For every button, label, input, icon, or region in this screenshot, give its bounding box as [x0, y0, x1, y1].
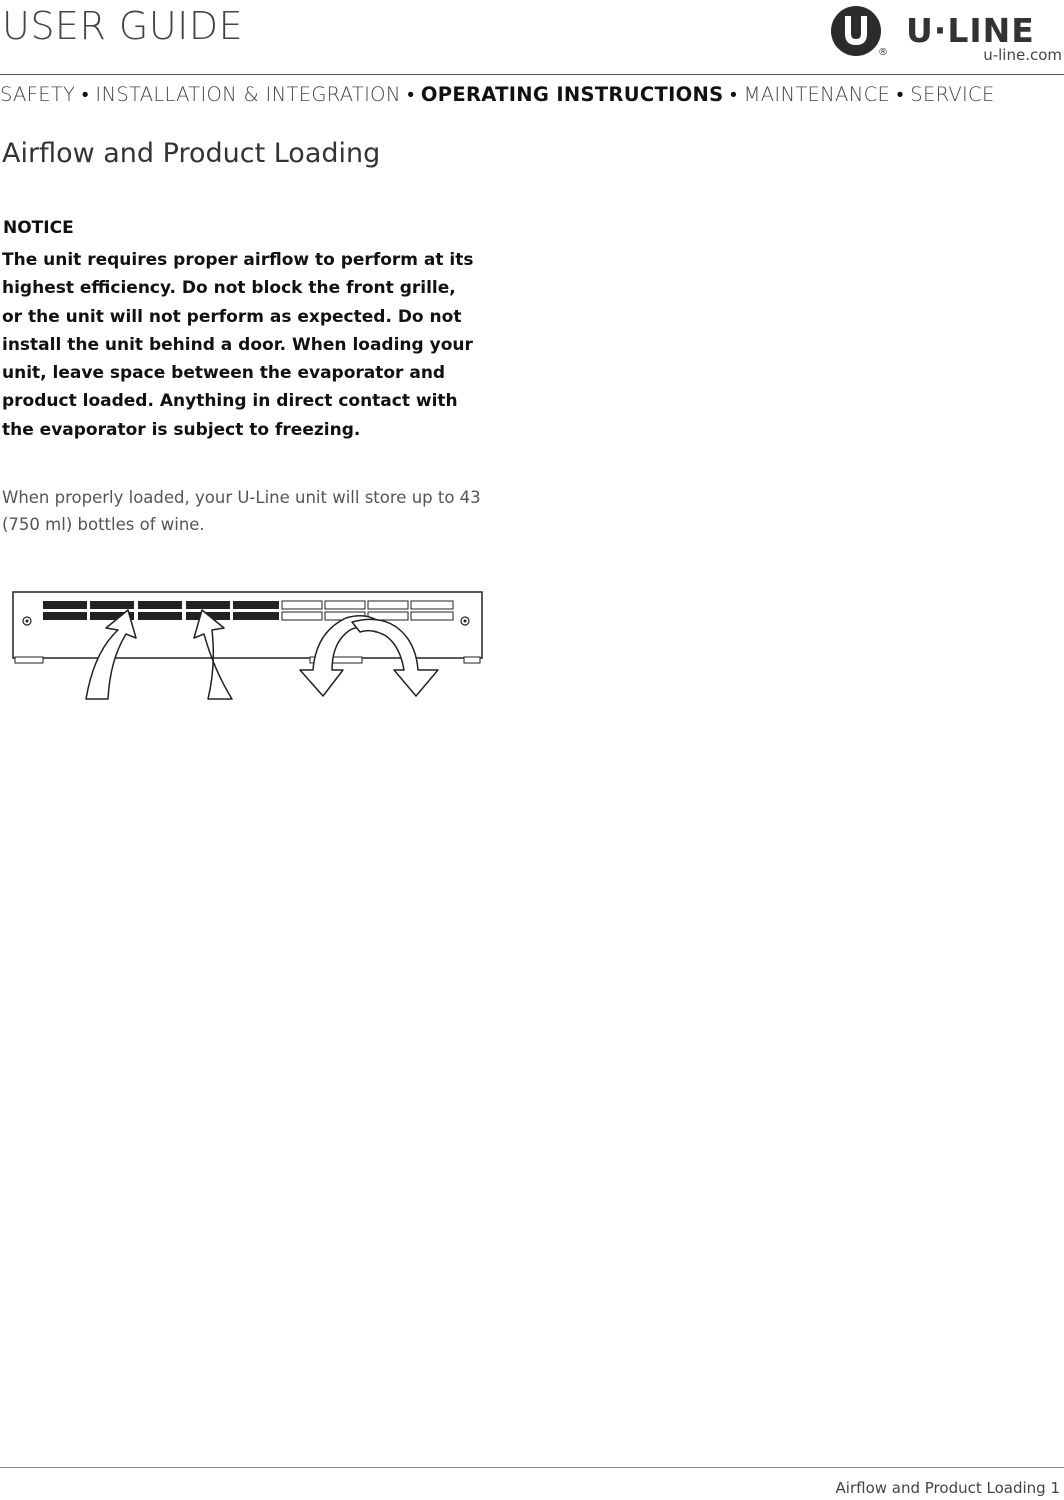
intro-line: (750 ml) bottles of wine. — [2, 515, 205, 534]
section-heading: Airflow and Product Loading — [2, 138, 381, 169]
brand-url[interactable]: u-line.com — [983, 46, 1062, 64]
notice-line: highest efficiency. Do not block the front grille, — [2, 278, 456, 299]
nav-item-installation[interactable]: INSTALLATION & INTEGRATION — [95, 83, 401, 106]
notice-line: unit, leave space between the evaporator and — [2, 363, 446, 384]
notice-line: product loaded. Anything in direct contact with — [2, 391, 458, 412]
notice-line: the evaporator is subject to freezing. — [2, 419, 361, 440]
nav-separator: • — [81, 83, 89, 106]
front-grille-airflow-diagram — [10, 586, 485, 704]
notice-body — [2, 246, 502, 444]
svg-text:®: ® — [878, 47, 888, 58]
svg-text:U·LINE: U·LINE — [906, 11, 1035, 50]
nav-separator: • — [407, 83, 415, 106]
nav-item-safety[interactable]: SAFETY — [0, 83, 76, 106]
intro-line: When properly loaded, your U-Line unit will store up to 43 — [2, 488, 481, 507]
section-nav — [0, 83, 1064, 107]
nav-item-service[interactable]: SERVICE — [910, 83, 995, 106]
intro-paragraph — [2, 484, 502, 538]
notice-line: install the unit behind a door. When loading your — [2, 334, 473, 355]
notice-label: NOTICE — [3, 218, 74, 238]
page-footer: Airflow and Product Loading 1 — [835, 1479, 1060, 1497]
nav-separator: • — [896, 83, 904, 106]
logo-circle-icon — [831, 6, 881, 56]
nav-separator: • — [730, 83, 738, 106]
document-title: USER GUIDE — [2, 4, 244, 48]
nav-item-maintenance[interactable]: MAINTENANCE — [743, 83, 891, 106]
notice-line: The unit requires proper airflow to perform at its — [2, 250, 474, 270]
footer-divider — [0, 1467, 1064, 1468]
nav-item-operating-instructions[interactable]: OPERATING INSTRUCTIONS — [420, 83, 724, 106]
notice-line: or the unit will not perform as expected. Do not — [2, 306, 462, 327]
header-divider — [0, 74, 1064, 75]
